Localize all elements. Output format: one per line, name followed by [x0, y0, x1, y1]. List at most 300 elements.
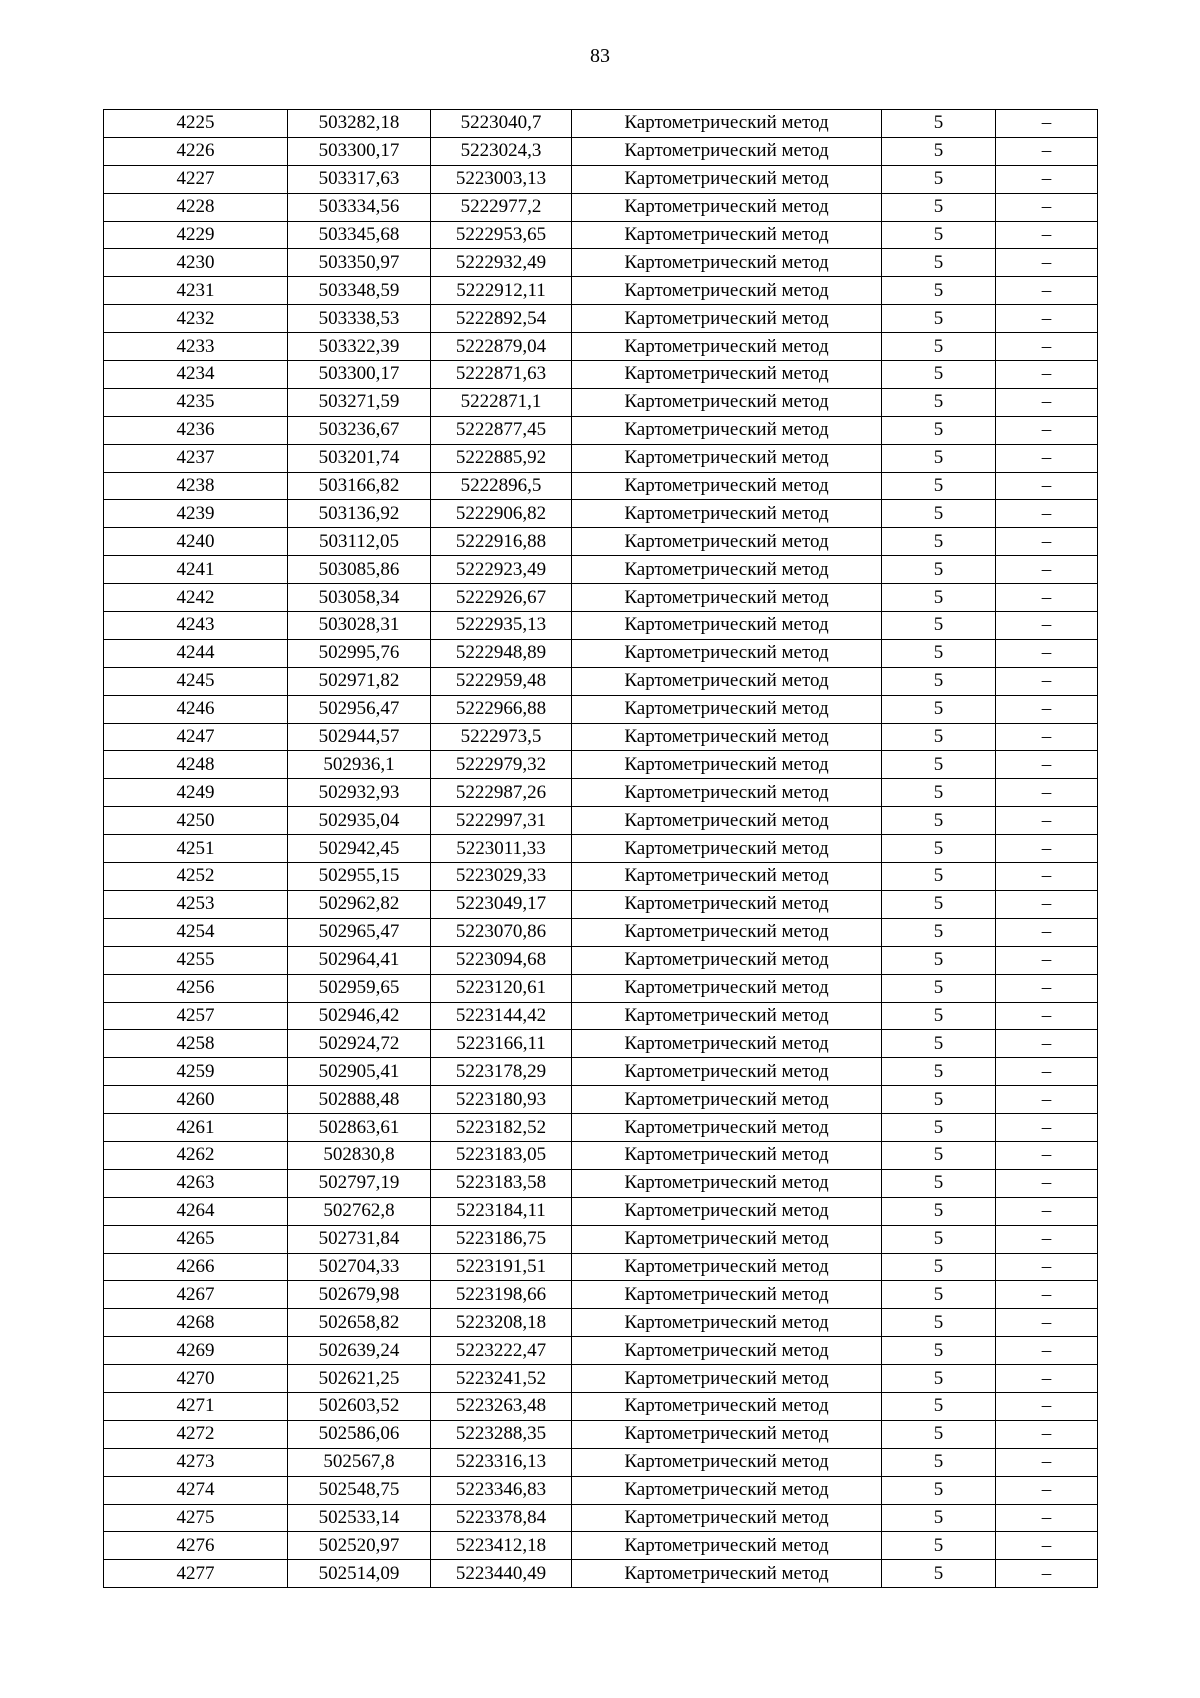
note-cell: –	[996, 723, 1098, 751]
point-number-cell: 4242	[104, 584, 288, 612]
x-coordinate-cell: 502944,57	[288, 723, 431, 751]
table-row	[104, 193, 1098, 221]
accuracy-cell: 5	[882, 1141, 996, 1169]
note-cell: –	[996, 1169, 1098, 1197]
method-cell: Картометрический метод	[572, 1197, 882, 1225]
accuracy-cell: 5	[882, 946, 996, 974]
x-coordinate-cell: 503300,17	[288, 137, 431, 165]
note-cell: –	[996, 137, 1098, 165]
table-row	[104, 1504, 1098, 1532]
note-cell: –	[996, 779, 1098, 807]
table-row	[104, 946, 1098, 974]
x-coordinate-cell: 503348,59	[288, 277, 431, 305]
x-coordinate-cell: 502962,82	[288, 890, 431, 918]
table-row	[104, 444, 1098, 472]
accuracy-cell: 5	[882, 1309, 996, 1337]
y-coordinate-cell: 5223241,52	[431, 1365, 572, 1393]
note-cell: –	[996, 695, 1098, 723]
accuracy-cell: 5	[882, 1392, 996, 1420]
point-number-cell: 4237	[104, 444, 288, 472]
y-coordinate-cell: 5222877,45	[431, 416, 572, 444]
x-coordinate-cell: 502762,8	[288, 1197, 431, 1225]
method-cell: Картометрический метод	[572, 779, 882, 807]
accuracy-cell: 5	[882, 1420, 996, 1448]
point-number-cell: 4273	[104, 1448, 288, 1476]
x-coordinate-cell: 502942,45	[288, 835, 431, 863]
point-number-cell: 4274	[104, 1476, 288, 1504]
table-row	[104, 165, 1098, 193]
x-coordinate-cell: 502514,09	[288, 1560, 431, 1588]
y-coordinate-cell: 5222977,2	[431, 193, 572, 221]
point-number-cell: 4262	[104, 1141, 288, 1169]
method-cell: Картометрический метод	[572, 1114, 882, 1142]
method-cell: Картометрический метод	[572, 110, 882, 138]
x-coordinate-cell: 503136,92	[288, 500, 431, 528]
x-coordinate-cell: 502621,25	[288, 1365, 431, 1393]
x-coordinate-cell: 503338,53	[288, 305, 431, 333]
table-row	[104, 1086, 1098, 1114]
x-coordinate-cell: 502704,33	[288, 1253, 431, 1281]
table-row	[104, 137, 1098, 165]
method-cell: Картометрический метод	[572, 723, 882, 751]
note-cell: –	[996, 751, 1098, 779]
accuracy-cell: 5	[882, 1114, 996, 1142]
table-row	[104, 1114, 1098, 1142]
table-row	[104, 863, 1098, 891]
point-number-cell: 4267	[104, 1281, 288, 1309]
point-number-cell: 4239	[104, 500, 288, 528]
method-cell: Картометрический метод	[572, 1504, 882, 1532]
accuracy-cell: 5	[882, 472, 996, 500]
y-coordinate-cell: 5222916,88	[431, 528, 572, 556]
point-number-cell: 4230	[104, 249, 288, 277]
point-number-cell: 4231	[104, 277, 288, 305]
table-row	[104, 667, 1098, 695]
x-coordinate-cell: 502955,15	[288, 863, 431, 891]
y-coordinate-cell: 5223003,13	[431, 165, 572, 193]
y-coordinate-cell: 5222966,88	[431, 695, 572, 723]
table-row	[104, 584, 1098, 612]
method-cell: Картометрический метод	[572, 1392, 882, 1420]
point-number-cell: 4276	[104, 1532, 288, 1560]
point-number-cell: 4245	[104, 667, 288, 695]
method-cell: Картометрический метод	[572, 444, 882, 472]
method-cell: Картометрический метод	[572, 612, 882, 640]
note-cell: –	[996, 667, 1098, 695]
x-coordinate-cell: 503085,86	[288, 556, 431, 584]
point-number-cell: 4252	[104, 863, 288, 891]
method-cell: Картометрический метод	[572, 1420, 882, 1448]
x-coordinate-cell: 502964,41	[288, 946, 431, 974]
accuracy-cell: 5	[882, 918, 996, 946]
y-coordinate-cell: 5223316,13	[431, 1448, 572, 1476]
method-cell: Картометрический метод	[572, 556, 882, 584]
y-coordinate-cell: 5223180,93	[431, 1086, 572, 1114]
x-coordinate-cell: 503350,97	[288, 249, 431, 277]
note-cell: –	[996, 1002, 1098, 1030]
accuracy-cell: 5	[882, 695, 996, 723]
accuracy-cell: 5	[882, 1253, 996, 1281]
x-coordinate-cell: 502603,52	[288, 1392, 431, 1420]
table-row	[104, 1560, 1098, 1588]
point-number-cell: 4266	[104, 1253, 288, 1281]
accuracy-cell: 5	[882, 333, 996, 361]
point-number-cell: 4269	[104, 1337, 288, 1365]
accuracy-cell: 5	[882, 444, 996, 472]
method-cell: Картометрический метод	[572, 918, 882, 946]
point-number-cell: 4254	[104, 918, 288, 946]
note-cell: –	[996, 305, 1098, 333]
note-cell: –	[996, 1476, 1098, 1504]
method-cell: Картометрический метод	[572, 584, 882, 612]
x-coordinate-cell: 502956,47	[288, 695, 431, 723]
accuracy-cell: 5	[882, 1504, 996, 1532]
accuracy-cell: 5	[882, 1058, 996, 1086]
accuracy-cell: 5	[882, 1197, 996, 1225]
method-cell: Картометрический метод	[572, 1337, 882, 1365]
method-cell: Картометрический метод	[572, 890, 882, 918]
x-coordinate-cell: 502658,82	[288, 1309, 431, 1337]
note-cell: –	[996, 528, 1098, 556]
y-coordinate-cell: 5223024,3	[431, 137, 572, 165]
method-cell: Картометрический метод	[572, 1086, 882, 1114]
y-coordinate-cell: 5223029,33	[431, 863, 572, 891]
accuracy-cell: 5	[882, 1448, 996, 1476]
note-cell: –	[996, 1532, 1098, 1560]
y-coordinate-cell: 5222948,89	[431, 639, 572, 667]
x-coordinate-cell: 502959,65	[288, 974, 431, 1002]
point-number-cell: 4246	[104, 695, 288, 723]
point-number-cell: 4271	[104, 1392, 288, 1420]
method-cell: Картометрический метод	[572, 416, 882, 444]
accuracy-cell: 5	[882, 305, 996, 333]
point-number-cell: 4268	[104, 1309, 288, 1337]
method-cell: Картометрический метод	[572, 277, 882, 305]
x-coordinate-cell: 502965,47	[288, 918, 431, 946]
table-row	[104, 639, 1098, 667]
point-number-cell: 4251	[104, 835, 288, 863]
table-row	[104, 1058, 1098, 1086]
accuracy-cell: 5	[882, 1337, 996, 1365]
method-cell: Картометрический метод	[572, 1030, 882, 1058]
y-coordinate-cell: 5222935,13	[431, 612, 572, 640]
table-row	[104, 723, 1098, 751]
coordinates-table-body	[104, 110, 1098, 1588]
method-cell: Картометрический метод	[572, 221, 882, 249]
y-coordinate-cell: 5222953,65	[431, 221, 572, 249]
page-number: 83	[590, 45, 610, 67]
y-coordinate-cell: 5222923,49	[431, 556, 572, 584]
accuracy-cell: 5	[882, 277, 996, 305]
accuracy-cell: 5	[882, 779, 996, 807]
y-coordinate-cell: 5223186,75	[431, 1225, 572, 1253]
method-cell: Картометрический метод	[572, 1169, 882, 1197]
note-cell: –	[996, 1141, 1098, 1169]
y-coordinate-cell: 5223440,49	[431, 1560, 572, 1588]
table-row	[104, 1197, 1098, 1225]
x-coordinate-cell: 502533,14	[288, 1504, 431, 1532]
method-cell: Картометрический метод	[572, 137, 882, 165]
table-row	[104, 556, 1098, 584]
point-number-cell: 4264	[104, 1197, 288, 1225]
table-row	[104, 1253, 1098, 1281]
y-coordinate-cell: 5222979,32	[431, 751, 572, 779]
note-cell: –	[996, 1225, 1098, 1253]
x-coordinate-cell: 503322,39	[288, 333, 431, 361]
note-cell: –	[996, 807, 1098, 835]
method-cell: Картометрический метод	[572, 667, 882, 695]
x-coordinate-cell: 503345,68	[288, 221, 431, 249]
y-coordinate-cell: 5223222,47	[431, 1337, 572, 1365]
point-number-cell: 4249	[104, 779, 288, 807]
table-row	[104, 388, 1098, 416]
table-row	[104, 528, 1098, 556]
x-coordinate-cell: 502863,61	[288, 1114, 431, 1142]
table-row	[104, 890, 1098, 918]
point-number-cell: 4250	[104, 807, 288, 835]
note-cell: –	[996, 946, 1098, 974]
point-number-cell: 4228	[104, 193, 288, 221]
x-coordinate-cell: 503112,05	[288, 528, 431, 556]
table-row	[104, 472, 1098, 500]
note-cell: –	[996, 193, 1098, 221]
y-coordinate-cell: 5222896,5	[431, 472, 572, 500]
point-number-cell: 4277	[104, 1560, 288, 1588]
accuracy-cell: 5	[882, 388, 996, 416]
accuracy-cell: 5	[882, 1281, 996, 1309]
y-coordinate-cell: 5222973,5	[431, 723, 572, 751]
x-coordinate-cell: 502679,98	[288, 1281, 431, 1309]
accuracy-cell: 5	[882, 890, 996, 918]
method-cell: Картометрический метод	[572, 361, 882, 389]
table-row	[104, 1002, 1098, 1030]
note-cell: –	[996, 416, 1098, 444]
note-cell: –	[996, 110, 1098, 138]
note-cell: –	[996, 472, 1098, 500]
y-coordinate-cell: 5222871,1	[431, 388, 572, 416]
table-row	[104, 1030, 1098, 1058]
y-coordinate-cell: 5223094,68	[431, 946, 572, 974]
note-cell: –	[996, 333, 1098, 361]
accuracy-cell: 5	[882, 584, 996, 612]
note-cell: –	[996, 1365, 1098, 1393]
x-coordinate-cell: 503334,56	[288, 193, 431, 221]
y-coordinate-cell: 5223144,42	[431, 1002, 572, 1030]
y-coordinate-cell: 5222885,92	[431, 444, 572, 472]
note-cell: –	[996, 890, 1098, 918]
y-coordinate-cell: 5222959,48	[431, 667, 572, 695]
method-cell: Картометрический метод	[572, 1365, 882, 1393]
note-cell: –	[996, 584, 1098, 612]
x-coordinate-cell: 503058,34	[288, 584, 431, 612]
note-cell: –	[996, 249, 1098, 277]
table-row	[104, 1532, 1098, 1560]
accuracy-cell: 5	[882, 807, 996, 835]
point-number-cell: 4263	[104, 1169, 288, 1197]
method-cell: Картометрический метод	[572, 1448, 882, 1476]
table-row	[104, 333, 1098, 361]
accuracy-cell: 5	[882, 1030, 996, 1058]
y-coordinate-cell: 5223040,7	[431, 110, 572, 138]
accuracy-cell: 5	[882, 835, 996, 863]
method-cell: Картометрический метод	[572, 249, 882, 277]
table-row	[104, 807, 1098, 835]
note-cell: –	[996, 277, 1098, 305]
table-row	[104, 612, 1098, 640]
note-cell: –	[996, 556, 1098, 584]
point-number-cell: 4257	[104, 1002, 288, 1030]
table-row	[104, 835, 1098, 863]
x-coordinate-cell: 502935,04	[288, 807, 431, 835]
table-row	[104, 751, 1098, 779]
table-row	[104, 1309, 1098, 1337]
method-cell: Картометрический метод	[572, 1058, 882, 1086]
y-coordinate-cell: 5222926,67	[431, 584, 572, 612]
point-number-cell: 4270	[104, 1365, 288, 1393]
y-coordinate-cell: 5223178,29	[431, 1058, 572, 1086]
note-cell: –	[996, 1392, 1098, 1420]
method-cell: Картометрический метод	[572, 1309, 882, 1337]
accuracy-cell: 5	[882, 639, 996, 667]
x-coordinate-cell: 502586,06	[288, 1420, 431, 1448]
table-row	[104, 1281, 1098, 1309]
x-coordinate-cell: 502567,8	[288, 1448, 431, 1476]
note-cell: –	[996, 1309, 1098, 1337]
note-cell: –	[996, 1560, 1098, 1588]
point-number-cell: 4248	[104, 751, 288, 779]
x-coordinate-cell: 502520,97	[288, 1532, 431, 1560]
method-cell: Картометрический метод	[572, 639, 882, 667]
note-cell: –	[996, 165, 1098, 193]
accuracy-cell: 5	[882, 361, 996, 389]
point-number-cell: 4259	[104, 1058, 288, 1086]
accuracy-cell: 5	[882, 1002, 996, 1030]
y-coordinate-cell: 5222879,04	[431, 333, 572, 361]
note-cell: –	[996, 974, 1098, 1002]
table-row	[104, 1337, 1098, 1365]
y-coordinate-cell: 5223011,33	[431, 835, 572, 863]
point-number-cell: 4225	[104, 110, 288, 138]
table-row	[104, 1392, 1098, 1420]
point-number-cell: 4265	[104, 1225, 288, 1253]
x-coordinate-cell: 502731,84	[288, 1225, 431, 1253]
x-coordinate-cell: 502932,93	[288, 779, 431, 807]
note-cell: –	[996, 863, 1098, 891]
x-coordinate-cell: 503271,59	[288, 388, 431, 416]
y-coordinate-cell: 5222997,31	[431, 807, 572, 835]
note-cell: –	[996, 388, 1098, 416]
accuracy-cell: 5	[882, 1532, 996, 1560]
method-cell: Картометрический метод	[572, 835, 882, 863]
accuracy-cell: 5	[882, 1225, 996, 1253]
method-cell: Картометрический метод	[572, 472, 882, 500]
note-cell: –	[996, 1114, 1098, 1142]
x-coordinate-cell: 503317,63	[288, 165, 431, 193]
note-cell: –	[996, 1420, 1098, 1448]
method-cell: Картометрический метод	[572, 1532, 882, 1560]
table-row	[104, 918, 1098, 946]
point-number-cell: 4258	[104, 1030, 288, 1058]
point-number-cell: 4255	[104, 946, 288, 974]
table-row	[104, 1365, 1098, 1393]
x-coordinate-cell: 503236,67	[288, 416, 431, 444]
x-coordinate-cell: 502924,72	[288, 1030, 431, 1058]
x-coordinate-cell: 502888,48	[288, 1086, 431, 1114]
table-row	[104, 1141, 1098, 1169]
point-number-cell: 4253	[104, 890, 288, 918]
y-coordinate-cell: 5223166,11	[431, 1030, 572, 1058]
note-cell: –	[996, 221, 1098, 249]
point-number-cell: 4240	[104, 528, 288, 556]
note-cell: –	[996, 1030, 1098, 1058]
accuracy-cell: 5	[882, 500, 996, 528]
table-row	[104, 974, 1098, 1002]
x-coordinate-cell: 502995,76	[288, 639, 431, 667]
x-coordinate-cell: 502548,75	[288, 1476, 431, 1504]
method-cell: Картометрический метод	[572, 974, 882, 1002]
x-coordinate-cell: 503166,82	[288, 472, 431, 500]
method-cell: Картометрический метод	[572, 333, 882, 361]
y-coordinate-cell: 5223346,83	[431, 1476, 572, 1504]
note-cell: –	[996, 918, 1098, 946]
table-row	[104, 305, 1098, 333]
table-row	[104, 1448, 1098, 1476]
method-cell: Картометрический метод	[572, 388, 882, 416]
table-row	[104, 1420, 1098, 1448]
method-cell: Картометрический метод	[572, 695, 882, 723]
note-cell: –	[996, 1281, 1098, 1309]
x-coordinate-cell: 502946,42	[288, 1002, 431, 1030]
accuracy-cell: 5	[882, 221, 996, 249]
method-cell: Картометрический метод	[572, 863, 882, 891]
point-number-cell: 4256	[104, 974, 288, 1002]
y-coordinate-cell: 5223120,61	[431, 974, 572, 1002]
point-number-cell: 4235	[104, 388, 288, 416]
note-cell: –	[996, 1058, 1098, 1086]
accuracy-cell: 5	[882, 1365, 996, 1393]
method-cell: Картометрический метод	[572, 1002, 882, 1030]
note-cell: –	[996, 835, 1098, 863]
accuracy-cell: 5	[882, 165, 996, 193]
note-cell: –	[996, 639, 1098, 667]
note-cell: –	[996, 1448, 1098, 1476]
method-cell: Картометрический метод	[572, 1141, 882, 1169]
accuracy-cell: 5	[882, 416, 996, 444]
accuracy-cell: 5	[882, 751, 996, 779]
accuracy-cell: 5	[882, 667, 996, 695]
coordinates-table	[103, 109, 1098, 1588]
point-number-cell: 4229	[104, 221, 288, 249]
y-coordinate-cell: 5222932,49	[431, 249, 572, 277]
method-cell: Картометрический метод	[572, 807, 882, 835]
y-coordinate-cell: 5223183,58	[431, 1169, 572, 1197]
accuracy-cell: 5	[882, 249, 996, 277]
accuracy-cell: 5	[882, 110, 996, 138]
method-cell: Картометрический метод	[572, 1560, 882, 1588]
method-cell: Картометрический метод	[572, 946, 882, 974]
point-number-cell: 4275	[104, 1504, 288, 1532]
note-cell: –	[996, 444, 1098, 472]
x-coordinate-cell: 502830,8	[288, 1141, 431, 1169]
accuracy-cell: 5	[882, 556, 996, 584]
table-row	[104, 416, 1098, 444]
method-cell: Картометрический метод	[572, 165, 882, 193]
x-coordinate-cell: 503300,17	[288, 361, 431, 389]
y-coordinate-cell: 5223412,18	[431, 1532, 572, 1560]
point-number-cell: 4227	[104, 165, 288, 193]
note-cell: –	[996, 1086, 1098, 1114]
y-coordinate-cell: 5223183,05	[431, 1141, 572, 1169]
